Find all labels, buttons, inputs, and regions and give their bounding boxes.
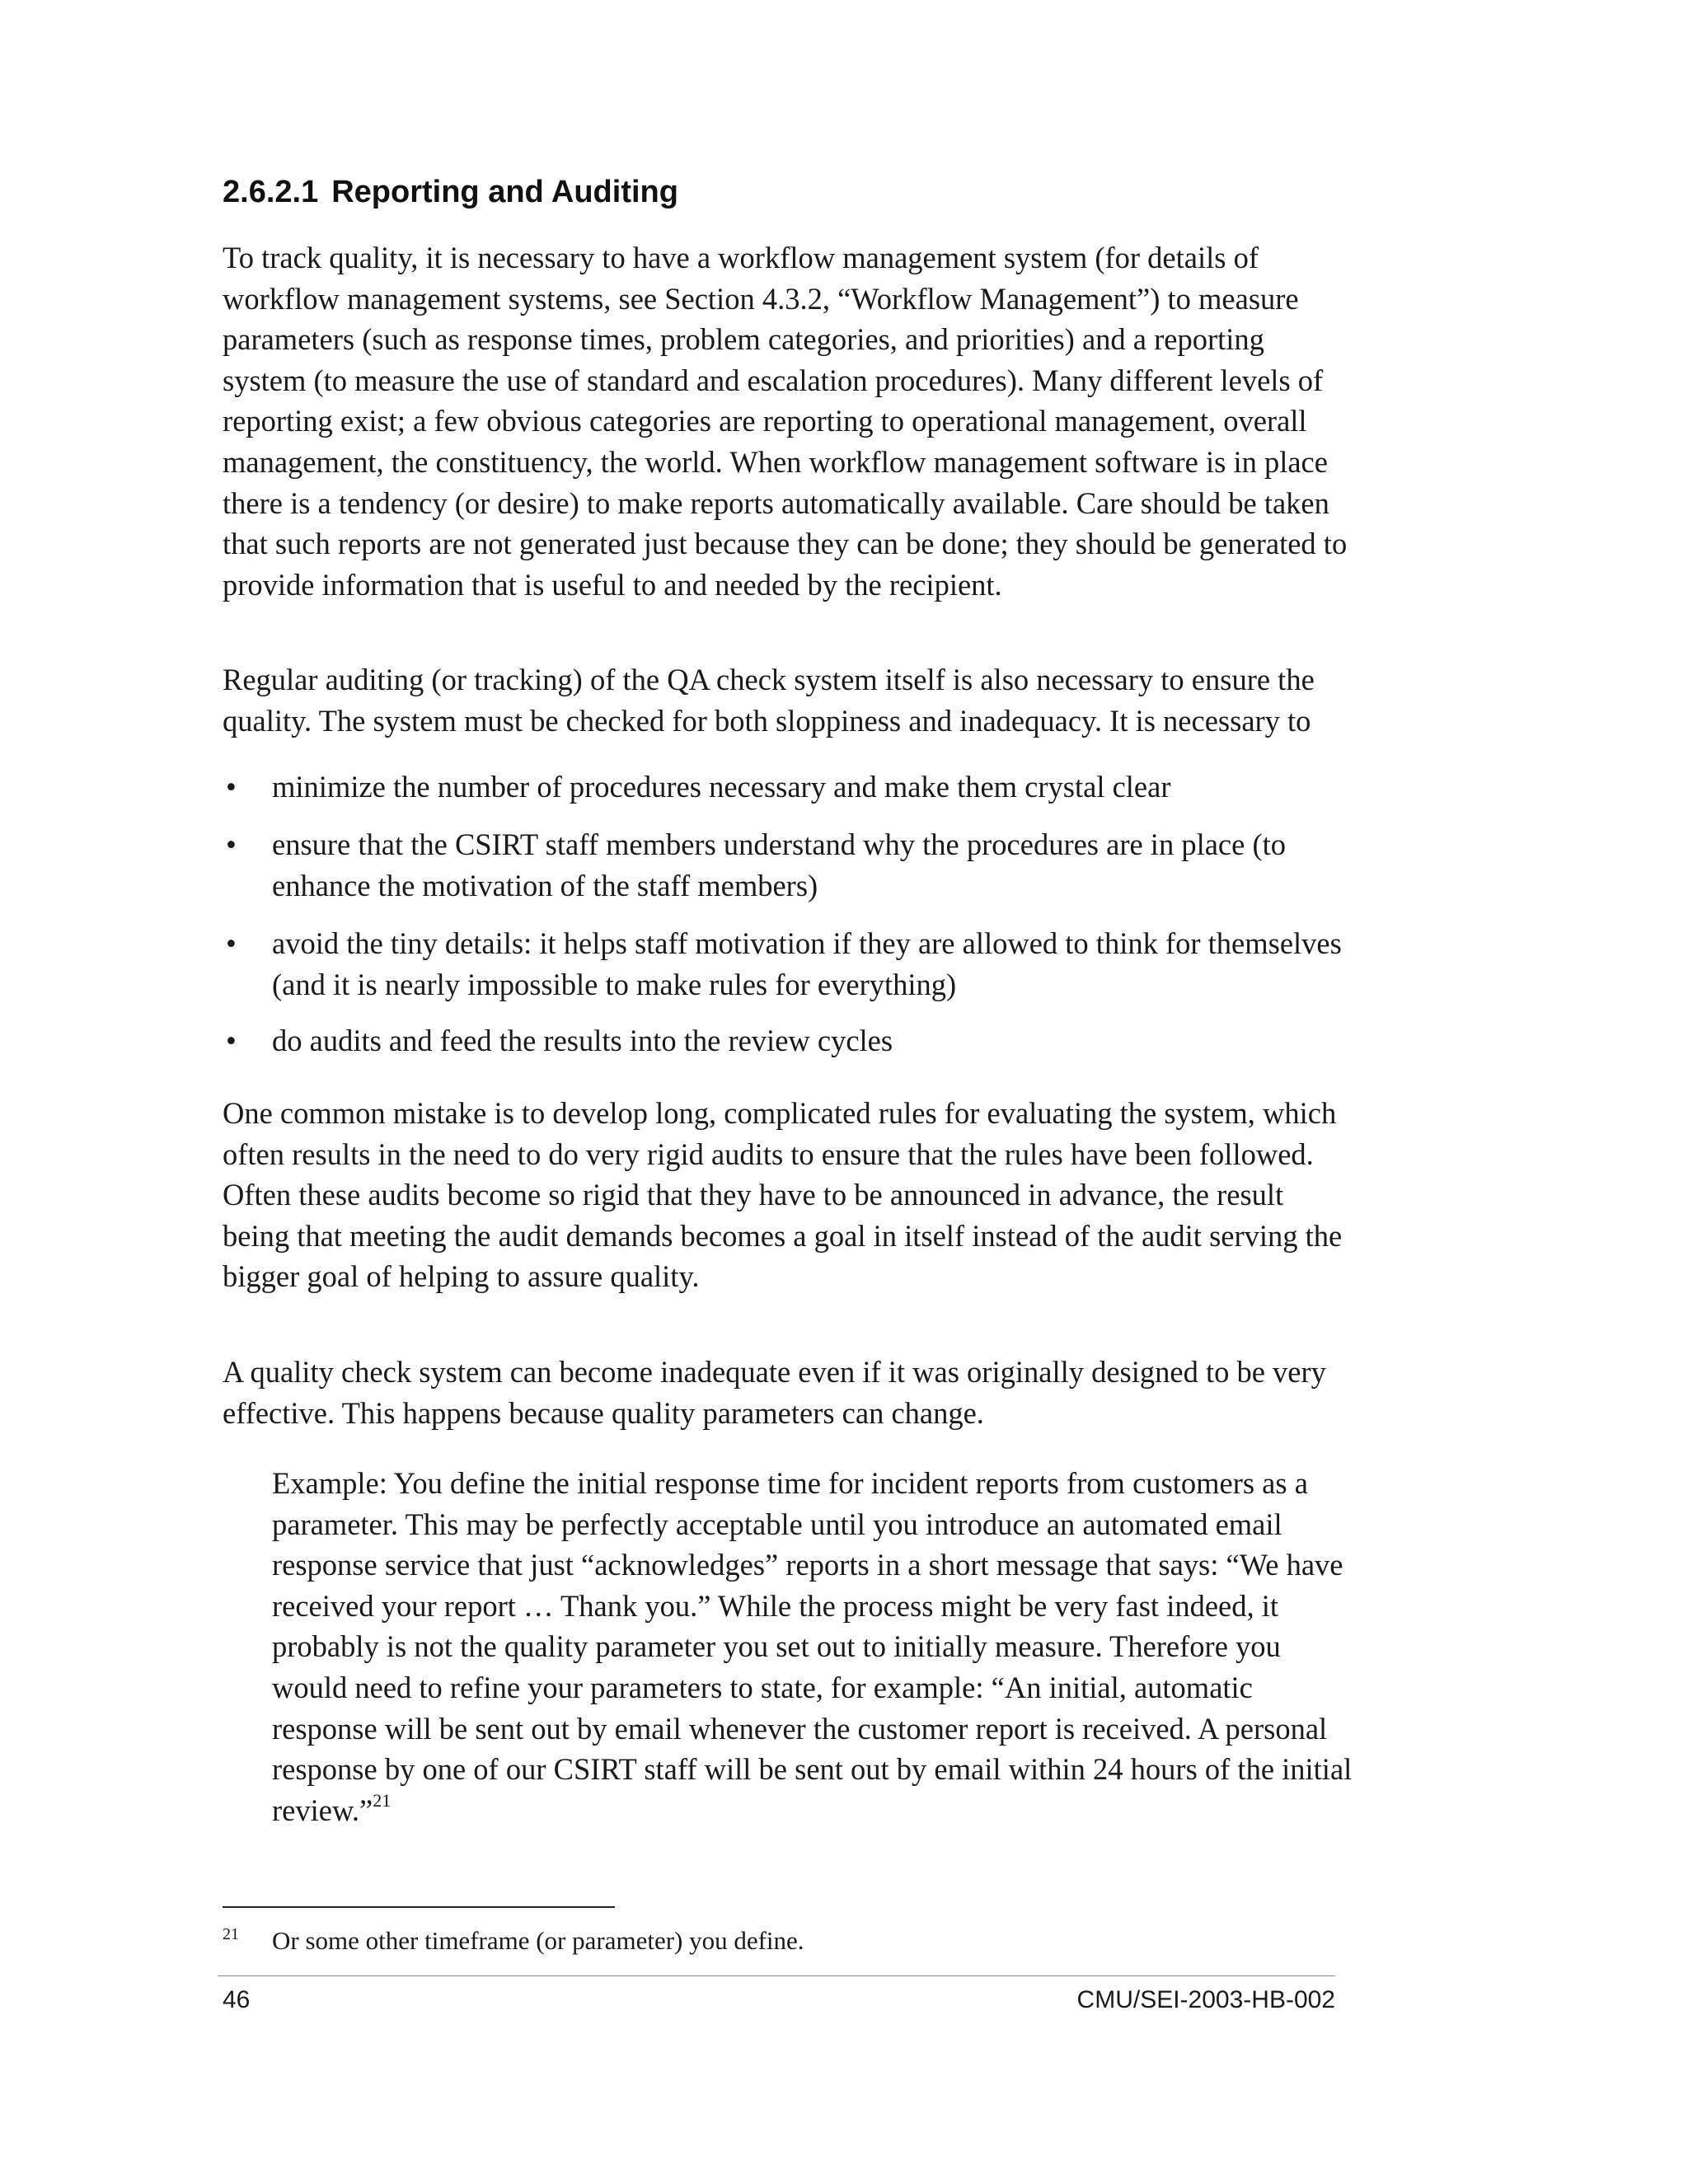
list-item-text: enhance the motivation of the staff members) bbox=[272, 868, 818, 902]
list-item-text: avoid the tiny details: it helps staff motivation if they are allowed to think for themselves bbox=[272, 926, 1342, 960]
text-line: One common mistake is to develop long, complicated rules for evaluating the system, which bbox=[223, 1096, 1337, 1130]
paragraph-inadequate-system bbox=[223, 1352, 1360, 1433]
page-number: 46 bbox=[223, 1986, 251, 2013]
text-line bbox=[272, 1790, 1385, 1831]
footnote-number: 21 bbox=[223, 1925, 239, 1943]
example-block bbox=[272, 1463, 1385, 1830]
list-item-text: minimize the number of procedures necessary and make them crystal clear bbox=[272, 770, 1171, 804]
text-line: Example: You define the initial response time for incident reports from customers as a bbox=[272, 1466, 1308, 1500]
text-line: received your report … Thank you.” While the process might be very fast indeed, it bbox=[272, 1588, 1279, 1623]
paragraph-common-mistake bbox=[223, 1093, 1360, 1297]
footnote-reference[interactable]: 21 bbox=[373, 1789, 392, 1811]
text-line: quality. The system must be checked for both sloppiness and inadequacy. It is necessary to bbox=[223, 703, 1311, 738]
text-line: management, the constituency, the world. When workflow management software is in place bbox=[223, 444, 1328, 479]
list-item-text: (and it is nearly impossible to make rules for everything) bbox=[272, 967, 957, 1001]
text-line: often results in the need to do very rigid audits to ensure that the rules have been followed. bbox=[223, 1137, 1314, 1171]
section-title: Reporting and Auditing bbox=[331, 175, 678, 209]
text-line: Regular auditing (or tracking) of the QA check system itself is also necessary to ensure the bbox=[223, 663, 1315, 696]
bullet-icon: • bbox=[226, 1024, 237, 1057]
text-line: parameter. This may be perfectly acceptable until you introduce an automated email bbox=[272, 1507, 1282, 1541]
paragraph-workflow-reporting bbox=[223, 237, 1360, 605]
bullet-icon: • bbox=[226, 926, 237, 960]
list-item-text: ensure that the CSIRT staff members understand why the procedures are in place (to bbox=[272, 827, 1286, 861]
footer-divider bbox=[218, 1975, 1335, 1976]
footnote-text: Or some other timeframe (or parameter) you define. bbox=[272, 1926, 804, 1955]
paragraph-regular-auditing bbox=[223, 659, 1360, 741]
document-id: CMU/SEI-2003-HB-002 bbox=[1076, 1986, 1335, 2013]
text-line: parameters (such as response times, problem categories, and priorities) and a reporting bbox=[223, 322, 1264, 357]
bullet-icon: • bbox=[226, 827, 237, 861]
text-line: Often these audits become so rigid that they have to be announced in advance, the result bbox=[223, 1178, 1284, 1212]
text-fragment: review.” bbox=[272, 1793, 373, 1827]
section-heading bbox=[223, 173, 678, 211]
text-line: A quality check system can become inadequate even if it was originally designed to be very bbox=[223, 1355, 1326, 1389]
list-item bbox=[223, 824, 1286, 906]
text-line: there is a tendency (or desire) to make reports automatically available. Care should be taken bbox=[223, 485, 1329, 520]
text-line: bigger goal of helping to assure quality. bbox=[223, 1259, 700, 1294]
text-line: response by one of our CSIRT staff will be sent out by email within 24 hours of the initial bbox=[272, 1752, 1353, 1787]
text-line: provide information that is useful to and needed by the recipient. bbox=[223, 567, 1002, 602]
list-item bbox=[223, 766, 1171, 808]
text-line: response service that just “acknowledges” reports in a short message that says: “We have bbox=[272, 1548, 1343, 1582]
text-line: would need to refine your parameters to state, for example: “An initial, automatic bbox=[272, 1670, 1253, 1704]
footnote-divider bbox=[223, 1906, 615, 1908]
bullet-icon: • bbox=[226, 770, 237, 804]
footnote bbox=[223, 1924, 804, 1961]
list-item bbox=[223, 1020, 893, 1062]
list-item bbox=[223, 923, 1342, 1005]
text-line: system (to measure the use of standard and escalation procedures). Many different levels of bbox=[223, 363, 1324, 397]
text-line: effective. This happens because quality parameters can change. bbox=[223, 1395, 984, 1430]
text-line: probably is not the quality parameter you set out to initially measure. Therefore you bbox=[272, 1629, 1281, 1664]
list-item-text: do audits and feed the results into the review cycles bbox=[272, 1024, 893, 1057]
text-line: To track quality, it is necessary to have a workflow management system (for details of bbox=[223, 241, 1259, 274]
text-line: being that meeting the audit demands becomes a goal in itself instead of the audit serving the bbox=[223, 1218, 1343, 1253]
text-line: response will be sent out by email whenever the customer report is received. A personal bbox=[272, 1711, 1328, 1746]
text-line: workflow management systems, see Section 4.3.2, “Workflow Management”) to measure bbox=[223, 281, 1299, 316]
text-line: reporting exist; a few obvious categories are reporting to operational management, overall bbox=[223, 404, 1307, 438]
section-number: 2.6.2.1 bbox=[223, 175, 319, 209]
text-line: that such reports are not generated just because they can be done; they should be generated to bbox=[223, 527, 1348, 561]
